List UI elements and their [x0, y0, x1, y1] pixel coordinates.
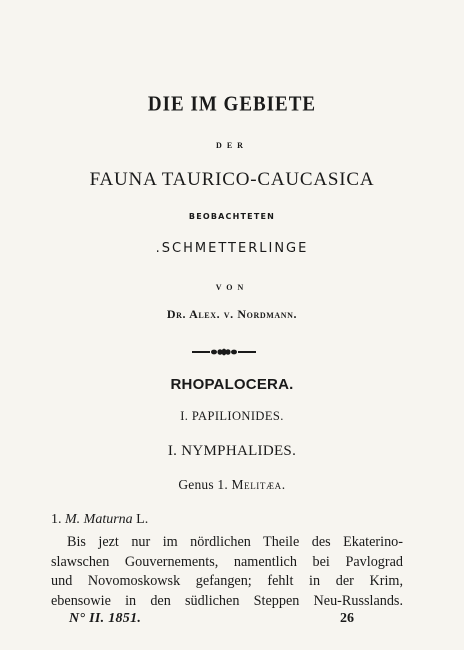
genus-name: Melitæa. — [231, 477, 286, 492]
paragraph-line: Bis jezt nur im nördlichen Theile des Ekaterino- — [67, 534, 403, 550]
paragraph-line: slawschen Gouvernements, namentlich bei Pavlograd — [51, 553, 403, 570]
ornament-divider-icon — [191, 348, 257, 356]
title-line-4: BEOBACHTETEN — [188, 212, 276, 221]
paragraph-line: und Novomoskowsk gefangen; fehlt in der Krim, — [51, 573, 403, 590]
section-group: RHOPALOCERA. — [170, 376, 294, 393]
species-description — [51, 533, 403, 612]
section-family-2: I. NYMPHALIDES. — [167, 443, 297, 459]
species-author: L. — [136, 512, 149, 527]
title-line-2: DER — [216, 141, 248, 150]
species-name: M. Maturna — [65, 512, 133, 527]
species-entry — [51, 512, 148, 528]
page-number: 26 — [340, 611, 354, 626]
paragraph-line: ebensowie in den südlichen Steppen Neu-Russlands. — [51, 593, 403, 610]
title-line-1: DIE IM GEBIETE — [147, 92, 317, 116]
title-line-5: .SCHMETTERLINGE — [155, 241, 309, 256]
genus-heading — [0, 477, 464, 493]
author-name: Dr. Alex. v. Nordmann. — [166, 307, 298, 321]
genus-prefix: Genus 1. — [178, 477, 228, 492]
entry-number: 1. — [51, 512, 62, 527]
title-line-6: VON — [215, 283, 249, 292]
section-family-1: I. PAPILIONIDES. — [180, 409, 284, 423]
signature-mark: N° II. 1851. — [69, 611, 142, 626]
title-line-3: FAUNA TAURICO-CAUCASICA — [89, 169, 375, 190]
